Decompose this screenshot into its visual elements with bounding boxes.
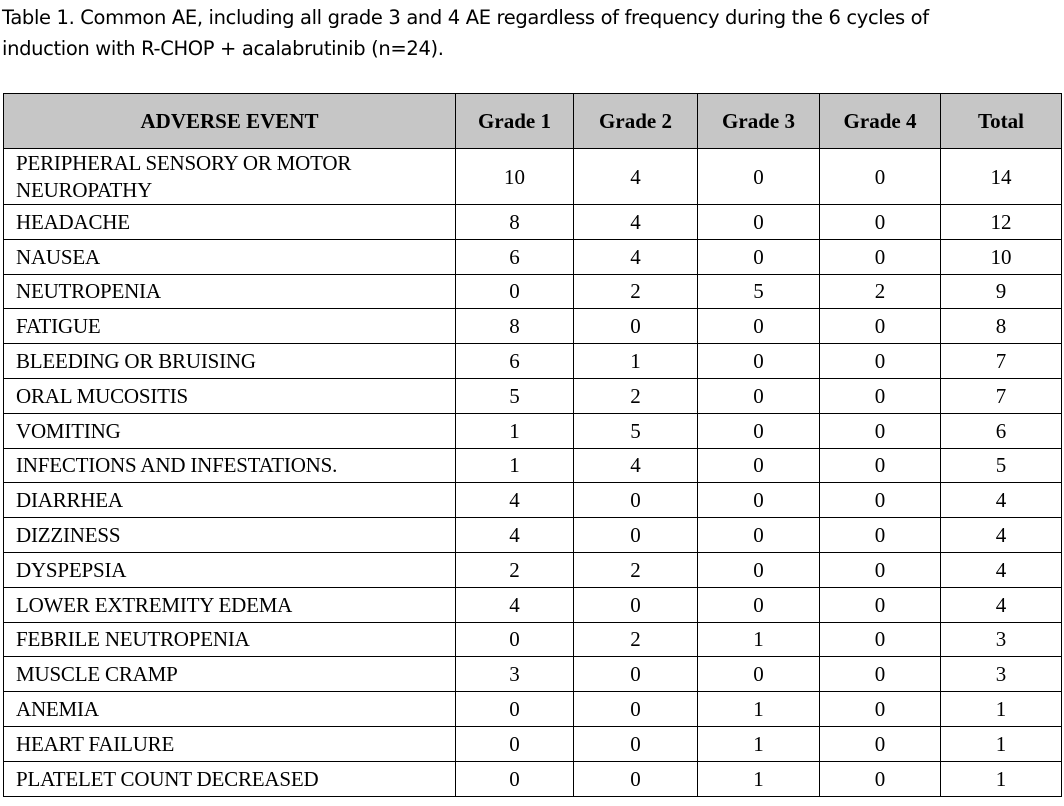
adverse-event-cell: ORAL MUCOSITIS bbox=[4, 378, 456, 413]
grade-4-cell: 0 bbox=[820, 309, 941, 344]
adverse-event-cell: VOMITING bbox=[4, 413, 456, 448]
total-cell: 4 bbox=[941, 587, 1062, 622]
total-cell: 4 bbox=[941, 518, 1062, 553]
grade-1-cell: 10 bbox=[456, 149, 574, 205]
adverse-event-cell: DIZZINESS bbox=[4, 518, 456, 553]
total-cell: 3 bbox=[941, 622, 1062, 657]
grade-4-cell: 2 bbox=[820, 274, 941, 309]
grade-1-cell: 1 bbox=[456, 413, 574, 448]
grade-3-cell: 0 bbox=[698, 552, 820, 587]
adverse-event-cell: INFECTIONS AND INFESTATIONS. bbox=[4, 448, 456, 483]
grade-3-cell: 0 bbox=[698, 518, 820, 553]
grade-3-cell: 0 bbox=[698, 413, 820, 448]
grade-3-cell: 0 bbox=[698, 657, 820, 692]
table-row bbox=[4, 518, 1062, 553]
total-cell: 3 bbox=[941, 657, 1062, 692]
grade-2-cell: 4 bbox=[574, 239, 698, 274]
table-row bbox=[4, 483, 1062, 518]
total-cell: 14 bbox=[941, 149, 1062, 205]
table-row bbox=[4, 413, 1062, 448]
caption-line-1: Table 1. Common AE, including all grade 3 and 4 AE regardless of frequency during the 6 cycles of bbox=[2, 6, 929, 29]
total-cell: 4 bbox=[941, 552, 1062, 587]
grade-1-cell: 3 bbox=[456, 657, 574, 692]
total-cell: 7 bbox=[941, 344, 1062, 379]
grade-2-cell: 2 bbox=[574, 274, 698, 309]
adverse-events-table bbox=[3, 93, 1062, 797]
adverse-event-cell: HEADACHE bbox=[4, 205, 456, 240]
header-total: Total bbox=[941, 94, 1062, 149]
grade-3-cell: 0 bbox=[698, 239, 820, 274]
grade-2-cell: 0 bbox=[574, 587, 698, 622]
grade-4-cell: 0 bbox=[820, 378, 941, 413]
table-row bbox=[4, 587, 1062, 622]
table-row bbox=[4, 205, 1062, 240]
adverse-event-cell: PERIPHERAL SENSORY OR MOTOR NEUROPATHY bbox=[4, 149, 456, 205]
grade-1-cell: 1 bbox=[456, 448, 574, 483]
grade-1-cell: 0 bbox=[456, 692, 574, 727]
adverse-event-cell: FATIGUE bbox=[4, 309, 456, 344]
table-body bbox=[4, 149, 1062, 797]
adverse-event-cell: LOWER EXTREMITY EDEMA bbox=[4, 587, 456, 622]
grade-1-cell: 6 bbox=[456, 239, 574, 274]
total-cell: 1 bbox=[941, 761, 1062, 796]
table-row bbox=[4, 761, 1062, 796]
grade-3-cell: 1 bbox=[698, 692, 820, 727]
table-row bbox=[4, 552, 1062, 587]
table-row bbox=[4, 344, 1062, 379]
grade-4-cell: 0 bbox=[820, 622, 941, 657]
grade-3-cell: 0 bbox=[698, 483, 820, 518]
table-row bbox=[4, 378, 1062, 413]
grade-2-cell: 2 bbox=[574, 622, 698, 657]
grade-2-cell: 0 bbox=[574, 309, 698, 344]
grade-3-cell: 0 bbox=[698, 378, 820, 413]
adverse-event-cell: ANEMIA bbox=[4, 692, 456, 727]
header-adverse-event: ADVERSE EVENT bbox=[4, 94, 456, 149]
grade-1-cell: 4 bbox=[456, 483, 574, 518]
table-caption bbox=[2, 2, 1062, 64]
grade-2-cell: 5 bbox=[574, 413, 698, 448]
grade-2-cell: 2 bbox=[574, 552, 698, 587]
adverse-event-cell: NAUSEA bbox=[4, 239, 456, 274]
adverse-event-cell: HEART FAILURE bbox=[4, 726, 456, 761]
grade-1-cell: 4 bbox=[456, 518, 574, 553]
header-grade-4: Grade 4 bbox=[820, 94, 941, 149]
grade-4-cell: 0 bbox=[820, 587, 941, 622]
header-grade-3: Grade 3 bbox=[698, 94, 820, 149]
table-row bbox=[4, 149, 1062, 205]
grade-3-cell: 0 bbox=[698, 448, 820, 483]
grade-4-cell: 0 bbox=[820, 761, 941, 796]
total-cell: 8 bbox=[941, 309, 1062, 344]
grade-4-cell: 0 bbox=[820, 239, 941, 274]
header-grade-1: Grade 1 bbox=[456, 94, 574, 149]
grade-1-cell: 5 bbox=[456, 378, 574, 413]
grade-4-cell: 0 bbox=[820, 726, 941, 761]
grade-3-cell: 0 bbox=[698, 205, 820, 240]
table-row bbox=[4, 657, 1062, 692]
grade-4-cell: 0 bbox=[820, 552, 941, 587]
grade-2-cell: 0 bbox=[574, 518, 698, 553]
grade-3-cell: 1 bbox=[698, 761, 820, 796]
grade-2-cell: 0 bbox=[574, 692, 698, 727]
grade-2-cell: 0 bbox=[574, 726, 698, 761]
total-cell: 1 bbox=[941, 726, 1062, 761]
adverse-event-cell: FEBRILE NEUTROPENIA bbox=[4, 622, 456, 657]
grade-1-cell: 8 bbox=[456, 205, 574, 240]
grade-2-cell: 1 bbox=[574, 344, 698, 379]
grade-4-cell: 0 bbox=[820, 413, 941, 448]
header-grade-2: Grade 2 bbox=[574, 94, 698, 149]
grade-1-cell: 4 bbox=[456, 587, 574, 622]
total-cell: 4 bbox=[941, 483, 1062, 518]
total-cell: 7 bbox=[941, 378, 1062, 413]
grade-1-cell: 6 bbox=[456, 344, 574, 379]
table-row bbox=[4, 309, 1062, 344]
grade-2-cell: 0 bbox=[574, 483, 698, 518]
total-cell: 1 bbox=[941, 692, 1062, 727]
caption-line-2: induction with R-CHOP + acalabrutinib (n=24). bbox=[2, 37, 444, 60]
grade-2-cell: 4 bbox=[574, 149, 698, 205]
grade-1-cell: 0 bbox=[456, 274, 574, 309]
table-row bbox=[4, 239, 1062, 274]
grade-3-cell: 1 bbox=[698, 622, 820, 657]
grade-1-cell: 0 bbox=[456, 726, 574, 761]
adverse-event-cell: DIARRHEA bbox=[4, 483, 456, 518]
grade-3-cell: 0 bbox=[698, 587, 820, 622]
grade-4-cell: 0 bbox=[820, 483, 941, 518]
grade-4-cell: 0 bbox=[820, 205, 941, 240]
grade-3-cell: 1 bbox=[698, 726, 820, 761]
grade-3-cell: 0 bbox=[698, 309, 820, 344]
total-cell: 5 bbox=[941, 448, 1062, 483]
grade-4-cell: 0 bbox=[820, 692, 941, 727]
grade-2-cell: 4 bbox=[574, 448, 698, 483]
total-cell: 10 bbox=[941, 239, 1062, 274]
grade-4-cell: 0 bbox=[820, 149, 941, 205]
grade-4-cell: 0 bbox=[820, 518, 941, 553]
table-row bbox=[4, 726, 1062, 761]
total-cell: 6 bbox=[941, 413, 1062, 448]
adverse-event-cell: PLATELET COUNT DECREASED bbox=[4, 761, 456, 796]
table-row bbox=[4, 448, 1062, 483]
grade-2-cell: 2 bbox=[574, 378, 698, 413]
grade-1-cell: 8 bbox=[456, 309, 574, 344]
grade-3-cell: 5 bbox=[698, 274, 820, 309]
grade-1-cell: 0 bbox=[456, 622, 574, 657]
grade-2-cell: 0 bbox=[574, 657, 698, 692]
total-cell: 12 bbox=[941, 205, 1062, 240]
grade-4-cell: 0 bbox=[820, 657, 941, 692]
grade-2-cell: 0 bbox=[574, 761, 698, 796]
grade-4-cell: 0 bbox=[820, 344, 941, 379]
grade-2-cell: 4 bbox=[574, 205, 698, 240]
adverse-event-cell: BLEEDING OR BRUISING bbox=[4, 344, 456, 379]
total-cell: 9 bbox=[941, 274, 1062, 309]
grade-4-cell: 0 bbox=[820, 448, 941, 483]
grade-3-cell: 0 bbox=[698, 344, 820, 379]
grade-1-cell: 0 bbox=[456, 761, 574, 796]
header-row bbox=[4, 94, 1062, 149]
adverse-event-cell: DYSPEPSIA bbox=[4, 552, 456, 587]
adverse-event-cell: MUSCLE CRAMP bbox=[4, 657, 456, 692]
grade-1-cell: 2 bbox=[456, 552, 574, 587]
table-row bbox=[4, 692, 1062, 727]
table-header bbox=[4, 94, 1062, 149]
grade-3-cell: 0 bbox=[698, 149, 820, 205]
adverse-event-cell: NEUTROPENIA bbox=[4, 274, 456, 309]
table-row bbox=[4, 274, 1062, 309]
table-row bbox=[4, 622, 1062, 657]
